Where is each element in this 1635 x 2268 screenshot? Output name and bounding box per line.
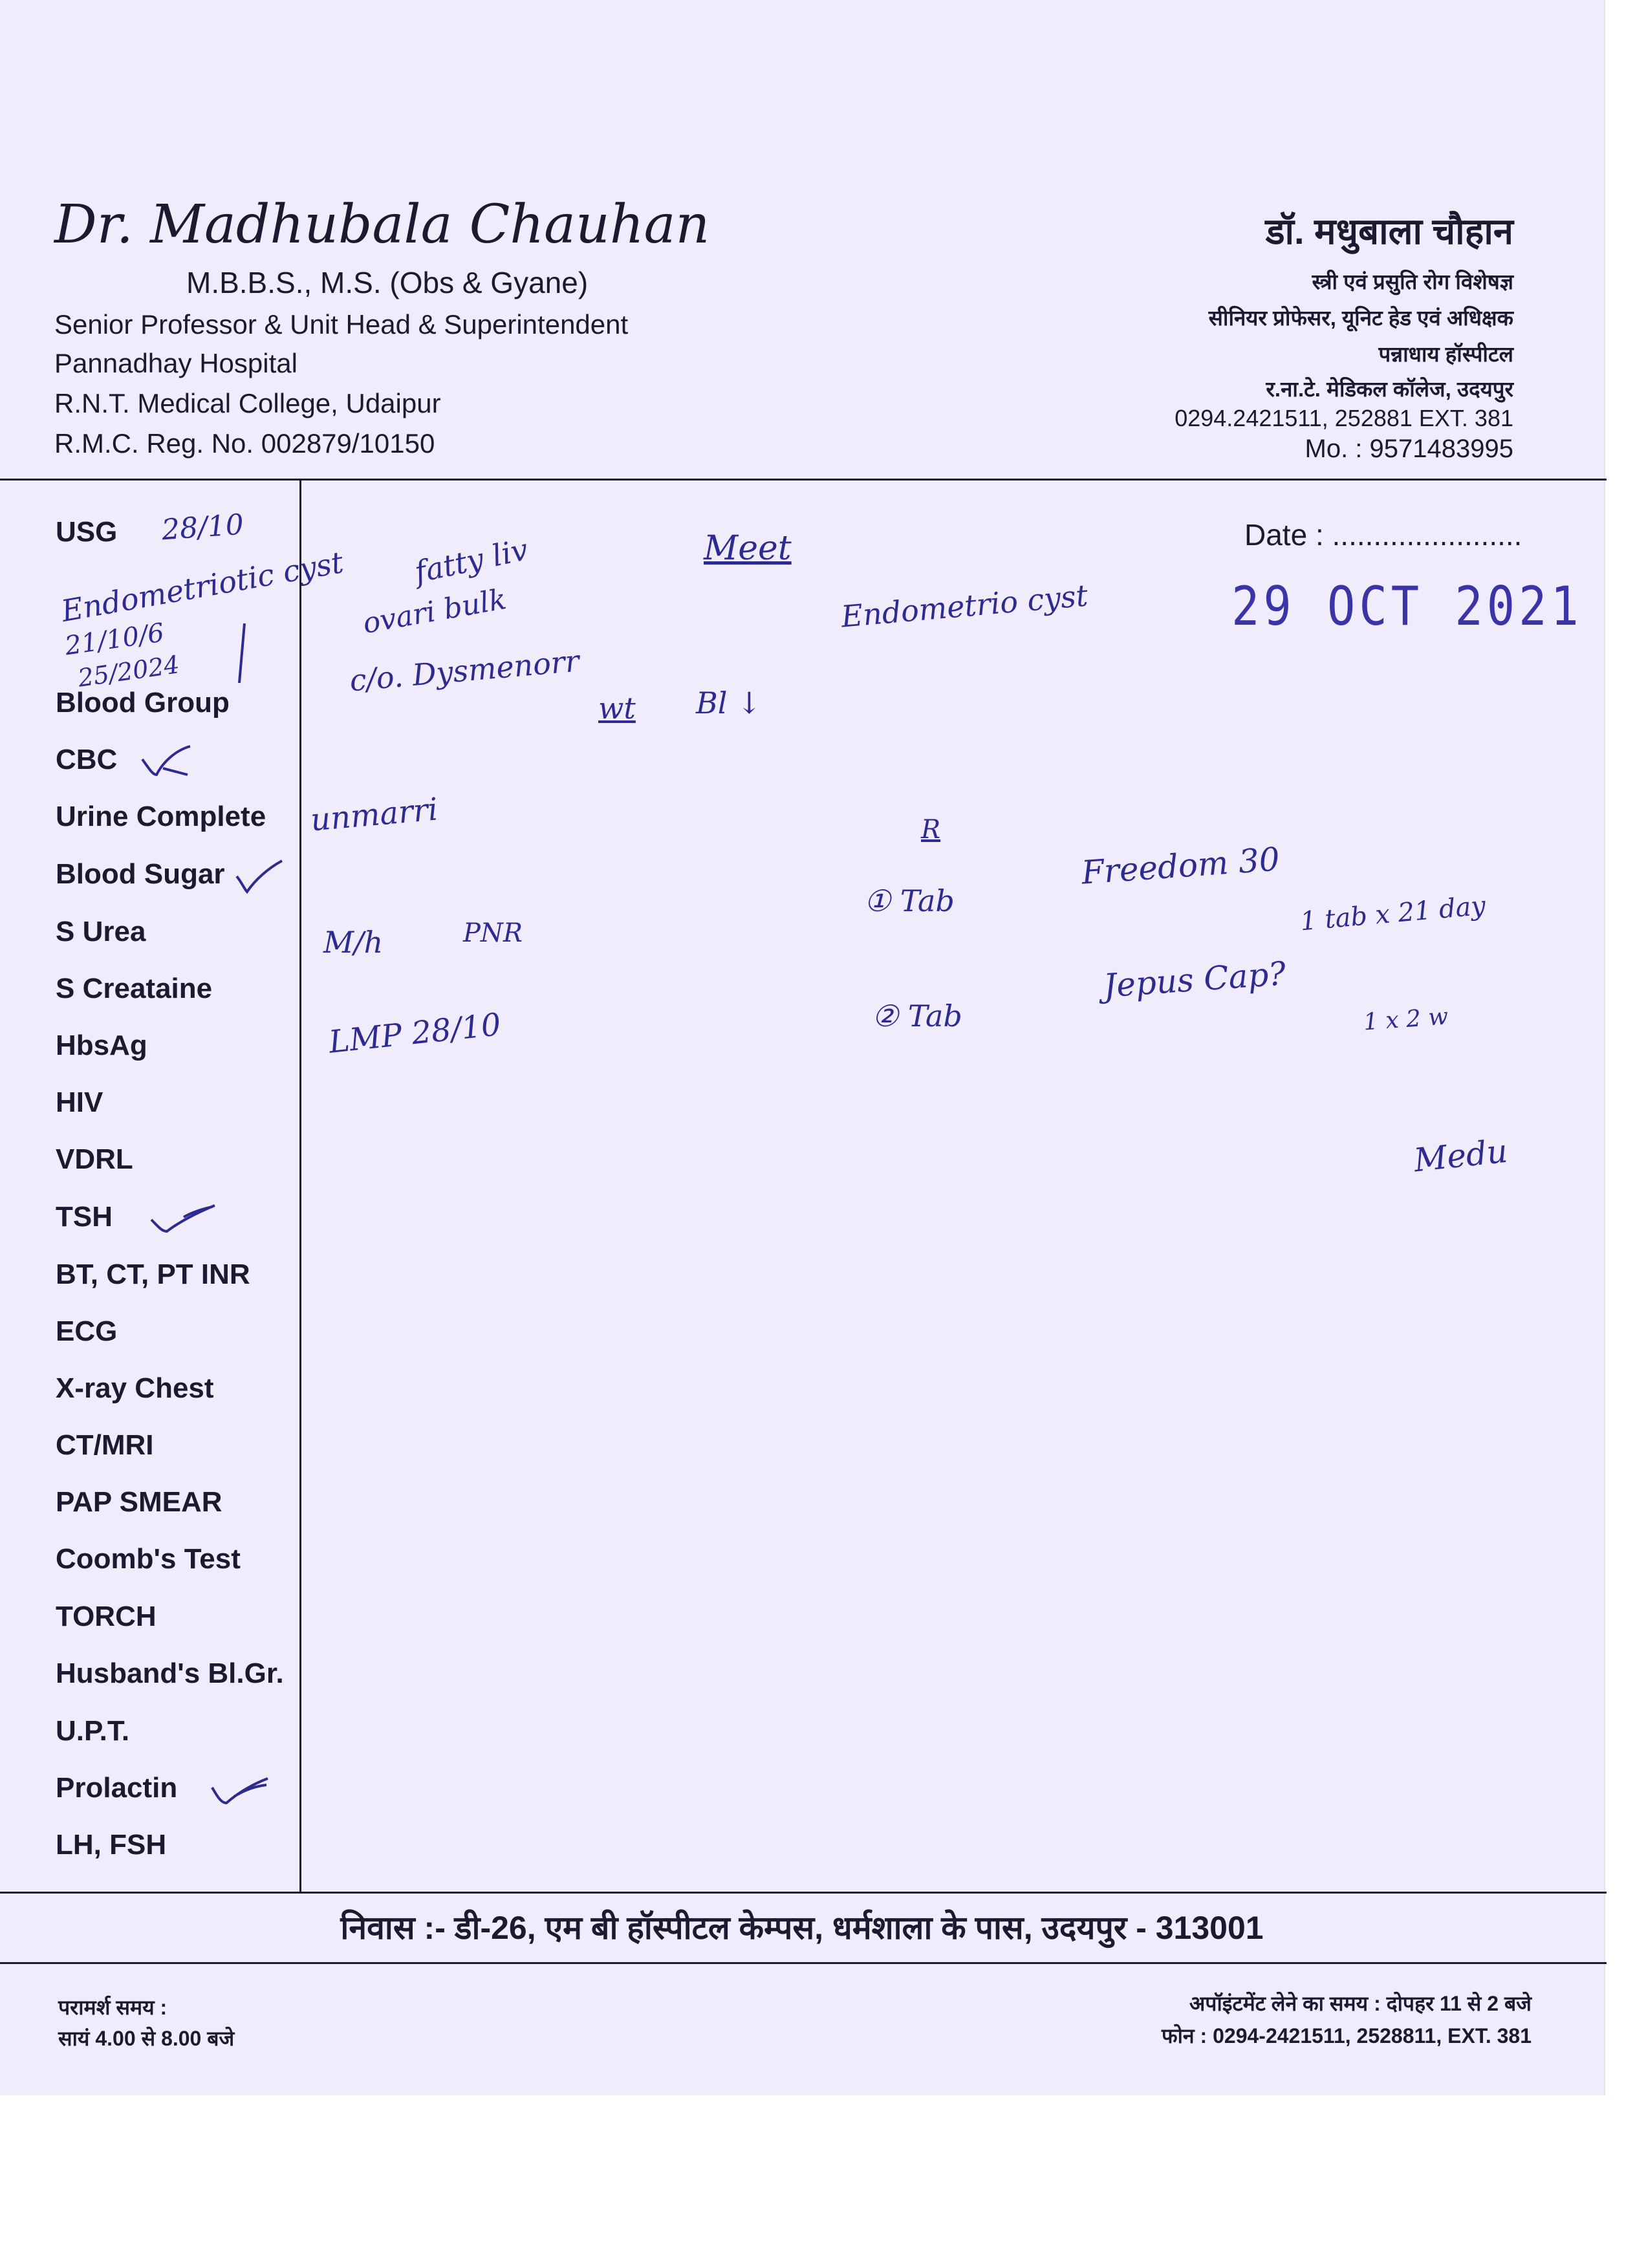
test-s-urea: S Urea xyxy=(56,916,146,947)
test-vdrl: VDRL xyxy=(56,1143,133,1175)
speciality-hindi: स्त्री एवं प्रसुति रोग विशेषज्ञ xyxy=(1312,270,1513,294)
hw-tab-2-name: Jepus Cap? xyxy=(1102,955,1287,1005)
consultation-time: सायं 4.00 से 8.00 बजे xyxy=(58,2027,235,2050)
hw-menstrual-history: M/h xyxy=(323,925,384,960)
test-upt: U.P.T. xyxy=(56,1715,130,1747)
residence-address: निवास :- डी-26, एम बी हॉस्पीटल केम्पस, धर्मशाला के पास, उदयपुर - 313001 xyxy=(340,1910,1264,1946)
date-label: Date : ....................... xyxy=(1244,518,1522,552)
hw-date-2: 25/2024 xyxy=(76,650,182,693)
test-cbc: CBC xyxy=(56,744,118,775)
hospital-name: Pannadhay Hospital xyxy=(54,348,298,378)
hw-ovari-bulk: ovari bulk xyxy=(360,582,509,641)
hw-dose-1: 1 tab x 21 day xyxy=(1299,891,1487,937)
test-xray-chest: X-ray Chest xyxy=(56,1372,214,1404)
prolactin-check-icon xyxy=(208,1771,273,1809)
test-blood-sugar: Blood Sugar xyxy=(56,858,225,890)
doctor-position: Senior Professor & Unit Head & Superintendent xyxy=(54,309,629,340)
consultation-label: परामर्श समय : xyxy=(58,1996,168,2019)
hw-usg-date: 28/10 xyxy=(160,508,245,547)
test-hbsag: HbsAg xyxy=(56,1030,147,1061)
hw-tab-2: ② Tab xyxy=(872,999,962,1033)
hw-pnr: PNR xyxy=(463,918,523,948)
signature: Medu xyxy=(1412,1132,1510,1180)
mobile-number: Mo. : 9571483995 xyxy=(1305,435,1513,463)
hw-weight: wt xyxy=(598,691,636,726)
blood-sugar-check-icon xyxy=(233,857,285,896)
position-hindi: सीनियर प्रोफेसर, यूनिट हेड एवं अधिक्षक xyxy=(1208,306,1513,330)
header-divider xyxy=(0,479,1607,481)
hw-endometriotic-cyst: Endometriotic cyst xyxy=(58,545,346,629)
hw-tab-1: ① Tab xyxy=(864,883,955,918)
hw-endometrio-cyst-2: Endometrio cyst xyxy=(839,578,1090,634)
test-blood-group: Blood Group xyxy=(56,687,230,718)
hw-unmarried: unmarri xyxy=(309,791,440,839)
registration-number: R.M.C. Reg. No. 002879/10150 xyxy=(54,428,435,459)
doctor-name-hindi: डॉ. मधुबाला चौहान xyxy=(1265,211,1513,252)
hw-fatty-liver: fatty liv xyxy=(411,532,532,590)
phone-number: 0294.2421511, 252881 EXT. 381 xyxy=(1175,405,1513,431)
scan-background xyxy=(0,2095,1635,2268)
footer-phone: फोन : 0294-2421511, 2528811, EXT. 381 xyxy=(1161,2024,1532,2047)
address-top-divider xyxy=(0,1892,1607,1894)
hw-freedom-30: Freedom 30 xyxy=(1080,840,1281,892)
test-torch: TORCH xyxy=(56,1601,157,1632)
tests-column-divider xyxy=(299,480,301,1892)
hospital-hindi: पन्नाधाय हॉस्पीटल xyxy=(1378,342,1513,366)
test-husband-blood-group: Husband's Bl.Gr. xyxy=(56,1658,284,1689)
test-ecg: ECG xyxy=(56,1315,118,1347)
test-hiv: HIV xyxy=(56,1086,103,1118)
test-bt-ct-pt-inr: BT, CT, PT INR xyxy=(56,1258,250,1290)
hw-meet: Meet xyxy=(704,529,792,568)
test-tsh: TSH xyxy=(56,1201,113,1233)
tsh-check-icon xyxy=(147,1198,219,1237)
college-hindi: र.ना.टे. मेडिकल कॉलेज, उदयपुर xyxy=(1266,377,1513,401)
appointment-time: अपॉइंटमेंट लेने का समय : दोपहर 11 से 2 बजे xyxy=(1189,1992,1532,2015)
test-pap-smear: PAP SMEAR xyxy=(56,1486,222,1518)
doctor-degrees: M.B.B.S., M.S. (Obs & Gyane) xyxy=(186,266,589,299)
hw-blood-low: Bl ↓ xyxy=(696,686,762,720)
address-bottom-divider xyxy=(0,1962,1607,1964)
college-name: R.N.T. Medical College, Udaipur xyxy=(54,388,441,418)
test-lh-fsh: LH, FSH xyxy=(56,1829,167,1861)
hw-dose-2: 1 x 2 w xyxy=(1362,1003,1449,1036)
cbc-check-icon xyxy=(137,742,195,781)
test-ct-mri: CT/MRI xyxy=(56,1429,154,1461)
test-coombs: Coomb's Test xyxy=(56,1543,241,1575)
hw-rx: R xyxy=(921,815,941,845)
hw-lmp: LMP 28/10 xyxy=(327,1006,503,1061)
date-stamp: 29 OCT 2021 xyxy=(1231,574,1583,638)
test-usg: USG xyxy=(56,516,118,548)
test-s-creataine: S Creataine xyxy=(56,973,213,1004)
doctor-name: Dr. Madhubala Chauhan xyxy=(54,194,710,255)
hw-bracket-line xyxy=(233,621,252,686)
test-prolactin: Prolactin xyxy=(56,1772,178,1804)
hw-date-1: 21/10/6 xyxy=(63,618,166,662)
test-urine-complete: Urine Complete xyxy=(56,801,266,832)
hw-complaint-dysmenorrhea: c/o. Dysmenorr xyxy=(348,643,581,698)
